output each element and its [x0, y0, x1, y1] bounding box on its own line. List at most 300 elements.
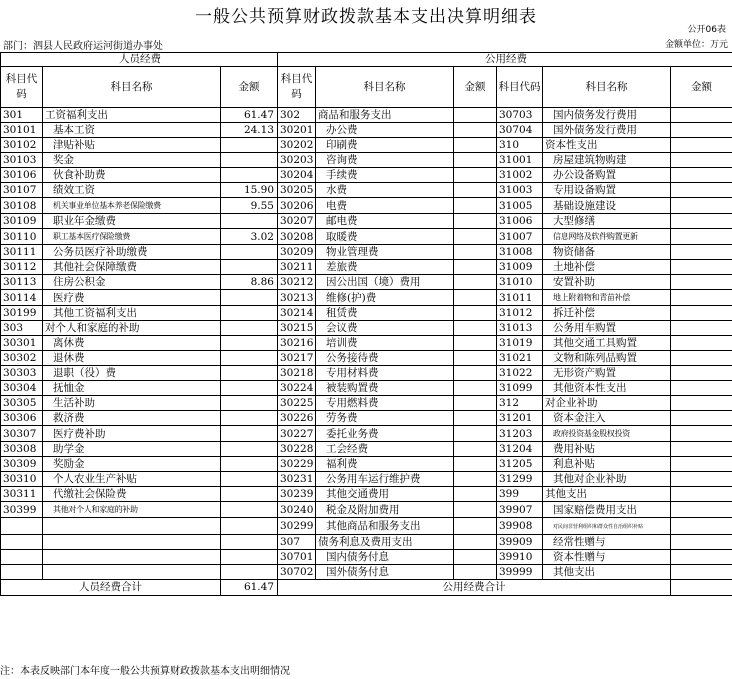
- subject-name: [316, 442, 454, 457]
- personnel-total-label: 人员经费合计: [1, 580, 221, 596]
- table-row: [1, 214, 732, 229]
- amount-cell: 9.55: [221, 198, 278, 214]
- subject-name-text: 公务用车购置: [553, 322, 616, 334]
- amount-cell: 15.90: [221, 183, 278, 198]
- subject-code: 31011: [497, 290, 543, 306]
- subject-name-text: 退职（役）费: [53, 367, 116, 379]
- amount-cell: [671, 351, 732, 366]
- subject-code: 302: [278, 108, 316, 123]
- subject-code: 30107: [1, 183, 43, 198]
- amount-cell: 61.47: [221, 108, 278, 123]
- subject-name-text: 奖金: [53, 154, 74, 166]
- subject-name: [543, 396, 671, 411]
- table-row: [1, 245, 732, 260]
- subject-name: [543, 565, 671, 580]
- subject-name: [543, 275, 671, 290]
- amount-cell: [671, 138, 732, 153]
- amount-cell: [671, 442, 732, 457]
- amount-cell: [454, 198, 497, 214]
- subject-code: 30225: [278, 396, 316, 411]
- subject-name-text: 资本金注入: [553, 412, 606, 424]
- subject-name-text: 办公费: [326, 124, 358, 136]
- subject-name: [43, 138, 221, 153]
- subject-name-text: 专用材料费: [326, 367, 379, 379]
- subject-name-text: 代缴社会保险费: [53, 488, 127, 500]
- subject-name-text: 资本性支出: [545, 139, 598, 151]
- subject-name: [43, 214, 221, 229]
- subject-name: [543, 472, 671, 487]
- amount-cell: [454, 396, 497, 411]
- subject-name-text: 差旅费: [326, 261, 358, 273]
- amount-cell: [671, 214, 732, 229]
- subject-name-text: 水费: [326, 184, 347, 196]
- subject-name-text: 国内债务付息: [326, 551, 389, 563]
- subject-name: [43, 245, 221, 260]
- subject-name: [543, 245, 671, 260]
- subject-name: [43, 442, 221, 457]
- subject-code: 30302: [1, 351, 43, 366]
- subject-code: 30212: [278, 275, 316, 290]
- amount-cell: [454, 550, 497, 565]
- subject-code: 31099: [497, 381, 543, 396]
- subject-name: [543, 502, 671, 518]
- subject-code: 39908: [497, 518, 543, 535]
- subject-code: 30704: [497, 123, 543, 138]
- subject-code: 30306: [1, 411, 43, 426]
- subject-code: 30207: [278, 214, 316, 229]
- subject-name: [316, 502, 454, 518]
- subject-code: 30308: [1, 442, 43, 457]
- subject-name: [316, 229, 454, 245]
- subject-code: 310: [497, 138, 543, 153]
- subject-name-text: 奖励金: [53, 458, 85, 470]
- subject-name-text: 绩效工资: [53, 184, 95, 196]
- subject-code: 30101: [1, 123, 43, 138]
- table-row: [1, 396, 732, 411]
- subject-code: 31013: [497, 321, 543, 336]
- subject-name: [43, 535, 221, 550]
- subject-code: 30702: [278, 565, 316, 580]
- subject-code: [1, 518, 43, 535]
- amount-cell: [454, 336, 497, 351]
- amount-cell: [671, 260, 732, 275]
- subject-code: 31021: [497, 351, 543, 366]
- table-row: [1, 123, 732, 138]
- subject-name-text: 电费: [326, 199, 347, 212]
- subject-name: [43, 366, 221, 381]
- amount-cell: [221, 168, 278, 183]
- amount-cell: [671, 306, 732, 321]
- amount-cell: [221, 351, 278, 366]
- subject-code: 307: [278, 535, 316, 550]
- subject-name-text: 手续费: [326, 169, 358, 181]
- subject-name: [543, 535, 671, 550]
- subject-name: [43, 260, 221, 275]
- subject-code: 30305: [1, 396, 43, 411]
- amount-cell: [221, 487, 278, 502]
- subject-code: 31009: [497, 260, 543, 275]
- amount-cell: [671, 487, 732, 502]
- subject-code: 30102: [1, 138, 43, 153]
- subject-name-text: 其他社会保障缴费: [53, 261, 137, 273]
- amount-cell: [454, 183, 497, 198]
- code-header: 科目代码: [278, 67, 316, 108]
- subject-name-text: 其他工资福利支出: [53, 307, 137, 319]
- amount-cell: [671, 229, 732, 245]
- subject-code: 31205: [497, 457, 543, 472]
- amount-cell: [454, 442, 497, 457]
- subject-code: 30108: [1, 198, 43, 214]
- amount-cell: 24.13: [221, 123, 278, 138]
- subject-code: 31005: [497, 198, 543, 214]
- subject-name: [43, 229, 221, 245]
- subject-name: [43, 153, 221, 168]
- subject-name-text: 工会经费: [326, 443, 368, 455]
- amount-cell: 8.86: [221, 275, 278, 290]
- subject-name: [316, 260, 454, 275]
- table-row: [1, 108, 732, 123]
- amount-cell: [454, 290, 497, 306]
- subject-code: 30203: [278, 153, 316, 168]
- subject-code: 30309: [1, 457, 43, 472]
- subject-name: [543, 214, 671, 229]
- subject-code: 30311: [1, 487, 43, 502]
- subject-code: 30112: [1, 260, 43, 275]
- subject-code: 303: [1, 321, 43, 336]
- amount-cell: [671, 518, 732, 535]
- amount-cell: [671, 183, 732, 198]
- amount-cell: [671, 457, 732, 472]
- subject-name: [43, 550, 221, 565]
- subject-name: [316, 290, 454, 306]
- subject-code: 30240: [278, 502, 316, 518]
- subject-code: 31204: [497, 442, 543, 457]
- subject-code: 31007: [497, 229, 543, 245]
- public-total-label: 公用经费合计: [278, 580, 671, 596]
- subject-name: [43, 411, 221, 426]
- subject-name: [543, 290, 671, 306]
- subject-name-text: 利息补贴: [553, 458, 595, 470]
- subject-name-text: 国外债务付息: [326, 566, 389, 578]
- amount-cell: [671, 123, 732, 138]
- subject-code: 31203: [497, 426, 543, 442]
- subject-code: 31299: [497, 472, 543, 487]
- subject-code: 39909: [497, 535, 543, 550]
- code-header: 科目代码: [1, 67, 43, 108]
- subject-name-text: 委托业务费: [326, 427, 379, 440]
- subject-name: [543, 457, 671, 472]
- subject-name: [43, 336, 221, 351]
- subject-code: 30399: [1, 502, 43, 518]
- subject-code: 30227: [278, 426, 316, 442]
- table-row: [1, 183, 732, 198]
- subject-name: [316, 183, 454, 198]
- table-row: [1, 321, 732, 336]
- totals-row: [1, 580, 732, 596]
- subject-code: 31019: [497, 336, 543, 351]
- table-row: [1, 426, 732, 442]
- amount-cell: [454, 535, 497, 550]
- table-row: [1, 487, 732, 502]
- table-row: [1, 168, 732, 183]
- subject-name: [543, 442, 671, 457]
- subject-name: [316, 472, 454, 487]
- table-row: [1, 535, 732, 550]
- subject-name: [43, 472, 221, 487]
- amount-cell: [454, 411, 497, 426]
- subject-name: [543, 108, 671, 123]
- subject-name-text: 信息网络及软件购置更新: [553, 232, 638, 241]
- subject-name-text: 对企业补助: [545, 397, 598, 409]
- subject-code: 31201: [497, 411, 543, 426]
- amount-cell: [454, 321, 497, 336]
- subject-code: 30701: [278, 550, 316, 565]
- subject-code: 30224: [278, 381, 316, 396]
- amount-cell: [454, 153, 497, 168]
- subject-name-text: 培训费: [326, 337, 358, 349]
- subject-code: 30114: [1, 290, 43, 306]
- subject-name-text: 救济费: [53, 412, 85, 424]
- subject-code: 30206: [278, 198, 316, 214]
- subject-name: [43, 275, 221, 290]
- unit-label: 金额单位：万元: [664, 40, 728, 50]
- subject-code: 30239: [278, 487, 316, 502]
- subject-name-text: 税金及附加费用: [326, 503, 400, 516]
- subject-name: [43, 351, 221, 366]
- amount-cell: [671, 396, 732, 411]
- table-row: [1, 472, 732, 487]
- subject-name: [316, 321, 454, 336]
- amount-header: 金额: [671, 67, 732, 108]
- subject-name: [543, 351, 671, 366]
- subject-name-text: 其他支出: [553, 566, 595, 578]
- subject-name-text: 经常性赠与: [553, 536, 606, 548]
- table-row: [1, 260, 732, 275]
- subject-code: 301: [1, 108, 43, 123]
- amount-cell: [454, 306, 497, 321]
- amount-cell: [221, 381, 278, 396]
- subject-name-text: 公务员医疗补助缴费: [53, 246, 148, 258]
- subject-name-text: 拆迁补偿: [553, 307, 595, 319]
- subject-name-text: 津贴补贴: [53, 139, 95, 151]
- subject-name-text: 对个人和家庭的补助: [45, 322, 140, 334]
- subject-code: 30103: [1, 153, 43, 168]
- subject-name: [543, 306, 671, 321]
- amount-cell: [221, 442, 278, 457]
- table-row: [1, 138, 732, 153]
- subject-name: [43, 108, 221, 123]
- subject-code: 30304: [1, 381, 43, 396]
- subject-name: [316, 123, 454, 138]
- amount-cell: [454, 381, 497, 396]
- table-row: [1, 290, 732, 306]
- amount-cell: [671, 168, 732, 183]
- subject-name: [43, 290, 221, 306]
- amount-cell: [454, 168, 497, 183]
- public-group-header: 公用经费: [278, 53, 732, 67]
- amount-cell: [221, 411, 278, 426]
- subject-name-text: 国外债务发行费用: [553, 124, 637, 136]
- amount-cell: [454, 138, 497, 153]
- subject-code: 30106: [1, 168, 43, 183]
- subject-code: [1, 550, 43, 565]
- table-row: [1, 550, 732, 565]
- subject-code: 30307: [1, 426, 43, 442]
- table-row: [1, 442, 732, 457]
- subject-code: 31010: [497, 275, 543, 290]
- subject-name: [543, 153, 671, 168]
- subject-name-text: 职业年金缴费: [53, 215, 116, 227]
- personnel-group-header: 人员经费: [1, 53, 278, 67]
- amount-cell: [671, 502, 732, 518]
- subject-code: 31003: [497, 183, 543, 198]
- subject-code: 31006: [497, 214, 543, 229]
- subject-name-text: 其他交通费用: [326, 488, 389, 500]
- amount-cell: [221, 550, 278, 565]
- amount-cell: [671, 472, 732, 487]
- footnote: 注：本表反映部门本年度一般公共预算财政拨款基本支出明细情况: [0, 666, 290, 677]
- amount-cell: [671, 245, 732, 260]
- subject-name: [316, 108, 454, 123]
- amount-cell: [671, 565, 732, 580]
- subject-name: [316, 518, 454, 535]
- subject-name-text: 邮电费: [326, 215, 358, 227]
- amount-cell: [221, 245, 278, 260]
- subject-name: [316, 336, 454, 351]
- amount-cell: [454, 108, 497, 123]
- subject-code: 312: [497, 396, 543, 411]
- subject-name-text: 取暖费: [326, 230, 358, 243]
- name-header: 科目名称: [316, 67, 454, 108]
- subject-name: [316, 487, 454, 502]
- amount-cell: [454, 123, 497, 138]
- subject-code: 30218: [278, 366, 316, 381]
- subject-code: 31008: [497, 245, 543, 260]
- amount-cell: [221, 336, 278, 351]
- name-header: 科目名称: [43, 67, 221, 108]
- subject-name-text: 办公设备购置: [553, 169, 616, 181]
- subject-name: [43, 183, 221, 198]
- subject-code: 30217: [278, 351, 316, 366]
- subject-name: [316, 138, 454, 153]
- subject-code: 30303: [1, 366, 43, 381]
- subject-name-text: 其他对企业补助: [553, 473, 627, 485]
- subject-name-text: 伙食补助费: [53, 169, 106, 181]
- subject-name-text: 其他商品和服务支出: [326, 520, 421, 532]
- subject-name-text: 被装购置费: [326, 382, 379, 394]
- amount-cell: [454, 275, 497, 290]
- amount-cell: [671, 426, 732, 442]
- subject-code: 30110: [1, 229, 43, 245]
- subject-name: [43, 502, 221, 518]
- subject-code: 30205: [278, 183, 316, 198]
- subject-name: [316, 535, 454, 550]
- amount-header: 金额: [454, 67, 497, 108]
- amount-cell: [454, 487, 497, 502]
- amount-cell: [221, 535, 278, 550]
- subject-name-text: 无形资产购置: [553, 367, 616, 379]
- subject-code: 31022: [497, 366, 543, 381]
- subject-name: [316, 565, 454, 580]
- subject-name: [543, 366, 671, 381]
- name-header: 科目名称: [543, 67, 671, 108]
- column-header-row: [1, 67, 732, 108]
- subject-name: [43, 457, 221, 472]
- table-row: [1, 275, 732, 290]
- subject-name-text: 土地补偿: [553, 261, 595, 273]
- subject-name-text: 因公出国（境）费用: [326, 276, 421, 288]
- amount-cell: [221, 396, 278, 411]
- subject-code: 39910: [497, 550, 543, 565]
- subject-name-text: 物业管理费: [326, 246, 379, 258]
- subject-name: [316, 245, 454, 260]
- table-row: [1, 518, 732, 535]
- subject-name-text: 其他资本性支出: [553, 382, 627, 394]
- subject-name: [43, 426, 221, 442]
- subject-code: 30703: [497, 108, 543, 123]
- subject-name: [316, 426, 454, 442]
- subject-code: 30201: [278, 123, 316, 138]
- amount-cell: [671, 321, 732, 336]
- subject-name: [316, 306, 454, 321]
- subject-name-text: 医疗费: [53, 291, 85, 304]
- subject-name: [543, 198, 671, 214]
- subject-name-text: 文物和陈列品购置: [553, 352, 637, 364]
- subject-name: [543, 321, 671, 336]
- subject-name: [43, 396, 221, 411]
- subject-name: [316, 550, 454, 565]
- subject-name-text: 机关事业单位基本养老保险缴费: [53, 201, 161, 210]
- subject-name: [543, 138, 671, 153]
- subject-name-text: 其他支出: [545, 488, 587, 500]
- subject-name-text: 专用设备购置: [553, 184, 616, 196]
- personnel-total-amount: 61.47: [221, 580, 278, 596]
- subject-code: 30214: [278, 306, 316, 321]
- subject-name-text: 会议费: [326, 322, 358, 334]
- subject-code: 30204: [278, 168, 316, 183]
- subject-name: [316, 351, 454, 366]
- subject-code: 30229: [278, 457, 316, 472]
- amount-cell: [221, 502, 278, 518]
- subject-name: [316, 153, 454, 168]
- subject-code: 30231: [278, 472, 316, 487]
- form-number: 公开06表: [687, 25, 726, 35]
- subject-name-text: 抚恤金: [53, 382, 85, 394]
- subject-code: 31002: [497, 168, 543, 183]
- table-row: [1, 502, 732, 518]
- subject-code: 30213: [278, 290, 316, 306]
- subject-code: 30202: [278, 138, 316, 153]
- amount-cell: [671, 381, 732, 396]
- subject-code: 30209: [278, 245, 316, 260]
- table-row: [1, 336, 732, 351]
- subject-code: 30301: [1, 336, 43, 351]
- amount-cell: [454, 457, 497, 472]
- subject-name-text: 基础设施建设: [553, 199, 616, 212]
- subject-code: 30228: [278, 442, 316, 457]
- subject-name-text: 专用燃料费: [326, 397, 379, 409]
- subject-code: 399: [497, 487, 543, 502]
- subject-name-text: 物资储备: [553, 246, 595, 258]
- amount-cell: [221, 153, 278, 168]
- subject-code: 31001: [497, 153, 543, 168]
- report-title: 一般公共预算财政拨款基本支出决算明细表: [195, 7, 537, 27]
- subject-name: [316, 275, 454, 290]
- subject-name-text: 大型修缮: [553, 215, 595, 227]
- subject-code: 30310: [1, 472, 43, 487]
- subject-name: [43, 381, 221, 396]
- subject-name: [43, 518, 221, 535]
